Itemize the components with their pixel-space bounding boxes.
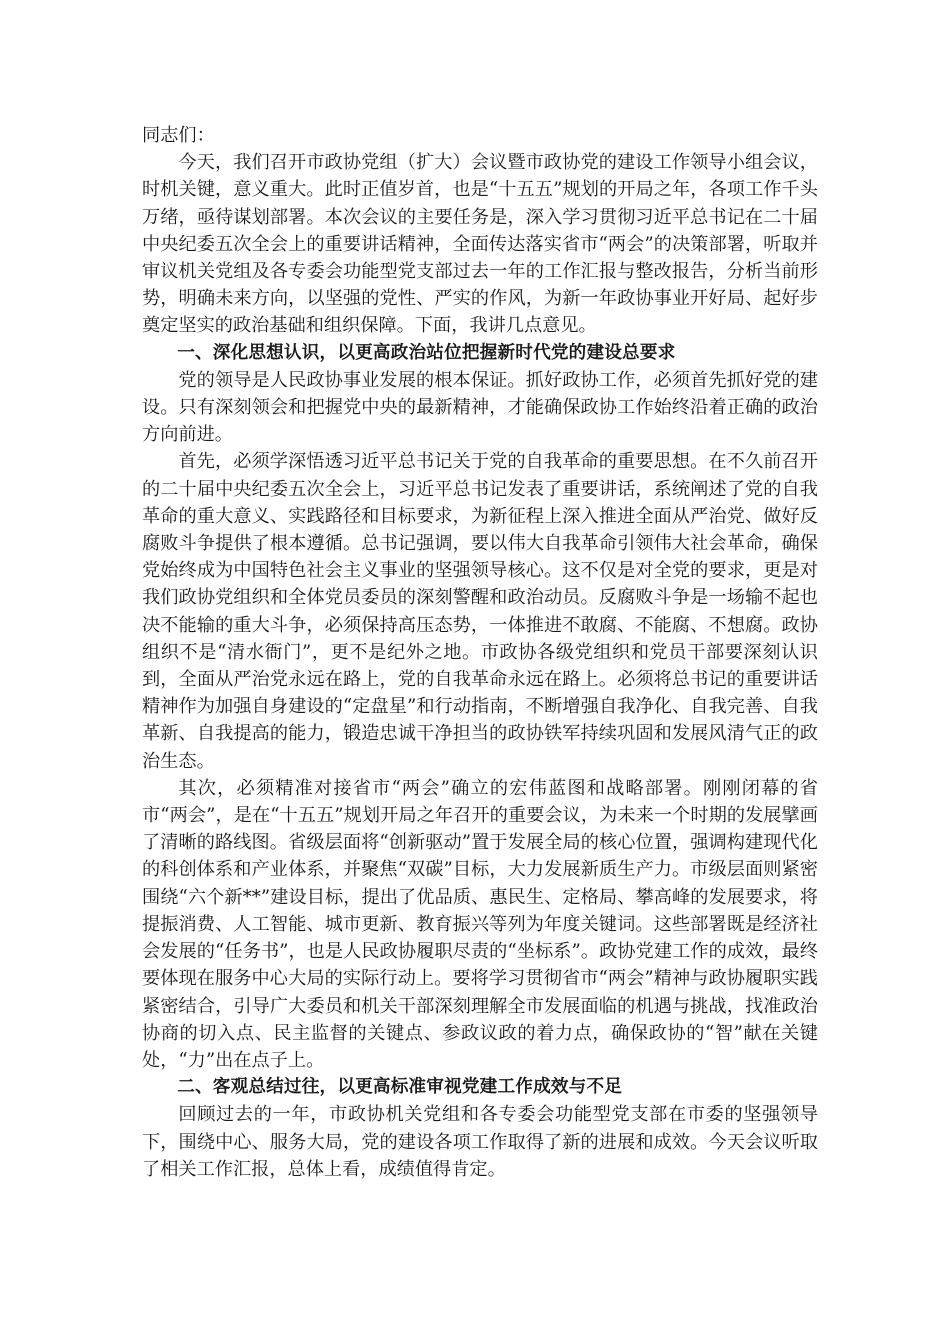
document-body (142, 122, 818, 1183)
paragraph-1-3: 其次，必须精准对接省市“两会”确立的宏伟蓝图和战略部署。刚刚闭幕的省市“两会”，是在“十五五”规划开局之年召开的重要会议，为未来一个时期的发展擘画了清晰的路线图。省级层面将“创新驱动”置于发展全局的核心位置，强调构建现代化的科创体系和产业体系，并聚焦“双碳”目标，大力发展新质生产力。市级层面则紧密围绕“六个新**”建设目标，提出了优品质、惠民生、定格局、攀高峰的发展要求，将提振消费、人工智能、城市更新、教育振兴等列为年度关键词。这些部署既是经济社会发展的“任务书”，也是人民政协履职尽责的“坐标系”。政协党建工作的成效，最终要体现在服务中心大局的实际行动上。要将学习贯彻省市“两会”精神与政协履职实践紧密结合，引导广大委员和机关干部深刻理解全市发展面临的机遇与挑战，找准政治协商的切入点、民主监督的关键点、参政议政的着力点，确保政协的“智”献在关键处，“力”出在点子上。 (142, 777, 818, 1071)
salutation: 同志们： (142, 125, 215, 146)
paragraph-1-2: 首先，必须学深悟透习近平总书记关于党的自我革命的重要思想。在不久前召开的二十届中央纪委五次全会上，习近平总书记发表了重要讲话，系统阐述了党的自我革命的重大意义、实践路径和目标要求，为新征程上深入推进全面从严治党、做好反腐败斗争提供了根本遵循。总书记强调，要以伟大自我革命引领伟大社会革命，确保党始终成为中国特色社会主义事业的坚强领导核心。这不仅是对全党的要求，更是对我们政协党组织和全体党员委员的深刻警醒和政治动员。反腐败斗争是一场输不起也决不能输的重大斗争，必须保持高压态势，一体推进不敢腐、不能腐、不想腐。政协组织不是“清水衙门”，更不是纪外之地。市政协各级党组织和党员干部要深刻认识到，全面从严治党永远在路上，党的自我革命永远在路上。必须将总书记的重要讲话精神作为加强自身建设的“定盘星”和行动指南，不断增强自我净化、自我完善、自我革新、自我提高的能力，锻造忠诚干净担当的政协铁军持续巩固和发展风清气正的政治生态。 (142, 451, 818, 772)
paragraph-intro: 今天，我们召开市政协党组（扩大）会议暨市政协党的建设工作领导小组会议，时机关键，意义重大。此时正值岁首，也是“十五五”规划的开局之年，各项工作千头万绪，亟待谋划部署。本次会议的主要任务是，深入学习贯彻习近平总书记在二十届中央纪委五次全会上的重要讲话精神，全面传达落实省市“两会”的决策部署，听取并审议机关党组及各专委会功能型党支部过去一年的工作汇报与整改报告，分析当前形势，明确未来方向，以坚强的党性、严实的作风，为新一年政协事业开好局、起好步奠定坚实的政治基础和组织保障。下面，我讲几点意见。 (142, 152, 818, 337)
paragraph-1-1: 党的领导是人民政协事业发展的根本保证。抓好政协工作，必须首先抓好党的建设。只有深刻领会和把握党中央的最新精神，才能确保政协工作始终沿着正确的政治方向前进。 (142, 369, 818, 446)
section-heading-2: 二、客观总结过往，以更高标准审视党建工作成效与不足 (177, 1077, 623, 1098)
section-heading-1: 一、深化思想认识，以更高政治站位把握新时代党的建设总要求 (177, 342, 676, 363)
paragraph-2-1: 回顾过去的一年，市政协机关党组和各专委会功能型党支部在市委的坚强领导下，围绕中心、服务大局，党的建设各项工作取得了新的进展和成效。今天会议听取了相关工作汇报，总体上看，成绩值得肯定。 (142, 1104, 818, 1180)
